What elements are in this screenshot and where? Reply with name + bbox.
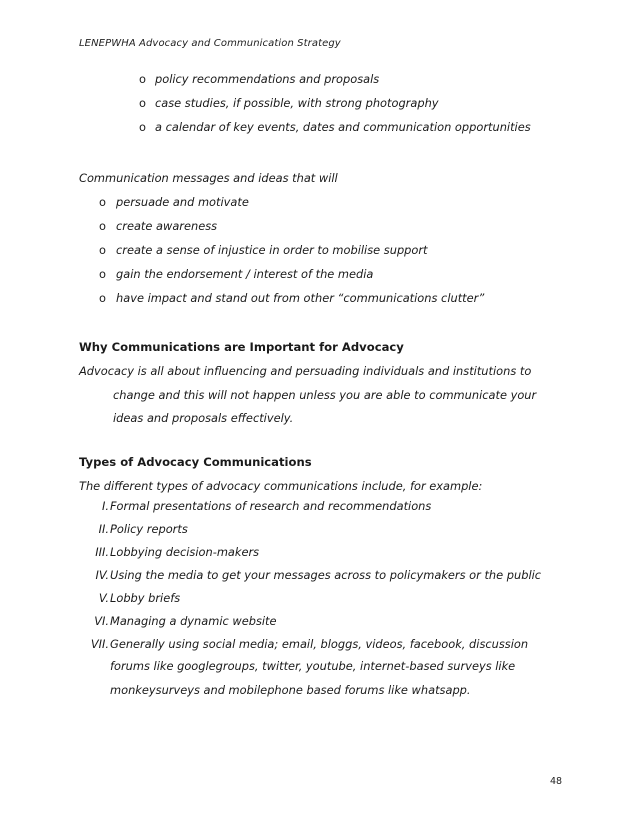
paragraph-line: change and this will not happen unless you are able to communicate your bbox=[113, 388, 537, 402]
list-item-text: Managing a dynamic website bbox=[110, 614, 277, 628]
messages-intro: Communication messages and ideas that will bbox=[79, 171, 338, 185]
list-item-text: Policy reports bbox=[110, 522, 188, 536]
list-item-text: a calendar of key events, dates and communication opportunities bbox=[155, 120, 531, 134]
list-item-text: Formal presentations of research and recommendations bbox=[110, 499, 432, 513]
list-item-text: Generally using social media; email, bloggs, videos, facebook, discussion bbox=[110, 637, 529, 651]
page-header: LENEPWHA Advocacy and Communication Strategy bbox=[79, 38, 341, 49]
paragraph-line: ideas and proposals effectively. bbox=[113, 411, 294, 425]
bullet-marker: o bbox=[139, 72, 146, 86]
list-item-text: Lobby briefs bbox=[110, 591, 181, 605]
list-item-text: have impact and stand out from other “communications clutter” bbox=[116, 291, 485, 305]
section-heading-types: Types of Advocacy Communications bbox=[79, 455, 312, 469]
list-item-text: persuade and motivate bbox=[116, 195, 249, 209]
roman-numeral: VII. bbox=[90, 637, 109, 651]
page-number: 48 bbox=[550, 776, 563, 787]
types-intro: The different types of advocacy communications include, for example: bbox=[79, 479, 483, 493]
roman-numeral: VI. bbox=[94, 614, 109, 628]
bullet-marker: o bbox=[139, 120, 146, 134]
bullet-marker: o bbox=[139, 96, 146, 110]
bullet-marker: o bbox=[99, 219, 106, 233]
list-item-text: Lobbying decision-makers bbox=[110, 545, 260, 559]
paragraph-line: Advocacy is all about influencing and persuading individuals and institutions to bbox=[79, 364, 532, 378]
bullet-marker: o bbox=[99, 243, 106, 257]
list-item-text: gain the endorsement / interest of the media bbox=[116, 267, 374, 281]
list-item-text: policy recommendations and proposals bbox=[155, 72, 380, 86]
bullet-marker: o bbox=[99, 291, 106, 305]
list-item-text: Using the media to get your messages across to policymakers or the public bbox=[110, 568, 542, 582]
roman-numeral: III. bbox=[95, 545, 109, 559]
bullet-marker: o bbox=[99, 267, 106, 281]
roman-numeral: II. bbox=[98, 522, 109, 536]
list-item-text: create awareness bbox=[116, 219, 218, 233]
list-item-text: case studies, if possible, with strong photography bbox=[155, 96, 439, 110]
list-continuation-line: monkeysurveys and mobilephone based forums like whatsapp. bbox=[110, 683, 471, 697]
bullet-marker: o bbox=[99, 195, 106, 209]
roman-numeral: V. bbox=[98, 591, 109, 605]
section-heading-why: Why Communications are Important for Advocacy bbox=[79, 340, 404, 354]
roman-numeral: IV. bbox=[95, 568, 109, 582]
list-item-text: create a sense of injustice in order to mobilise support bbox=[116, 243, 428, 257]
list-continuation-line: forums like googlegroups, twitter, youtube, internet-based surveys like bbox=[110, 659, 516, 673]
roman-numeral: I. bbox=[102, 499, 109, 513]
